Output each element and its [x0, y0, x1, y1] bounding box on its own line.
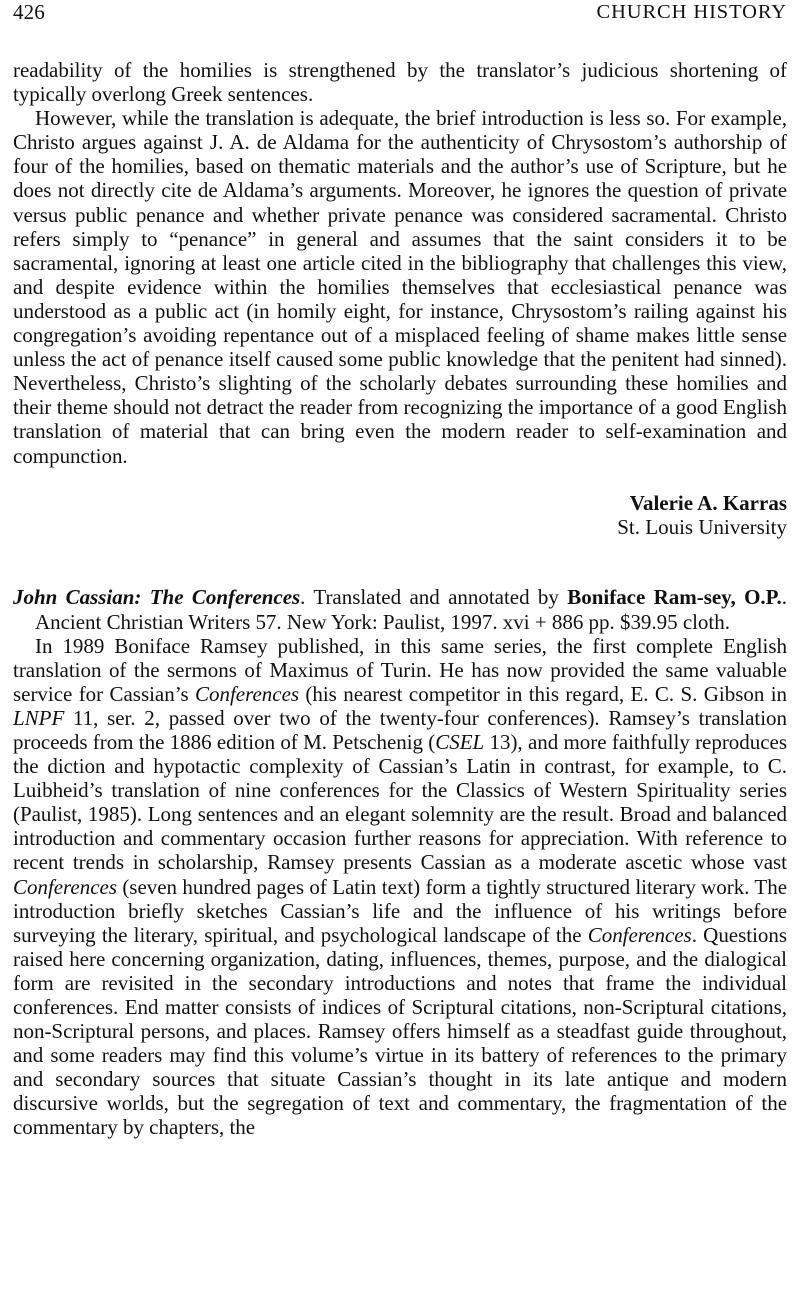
reviewer-signature — [13, 491, 787, 540]
italic-csel: CSEL — [435, 729, 485, 754]
reviewer-affiliation: St. Louis University — [617, 515, 787, 539]
body-segment-3: 11, ser. 2, passed over two of the twenty-four conferences). Ramsey’s translation proceeds from the 1886 edition of M. Petschenig ( — [13, 705, 787, 754]
body-segment-5: (seven hundred pages of Latin text) form a tightly structured literary work. The introduction briefly sketches Cassian’s life and the influence of his writings before surveying the literary, spiritual, and psychological landscape of the — [13, 874, 787, 947]
body-segment-2: (his nearest competitor in this regard, E. C. S. Gibson in — [299, 681, 787, 706]
review-two-paragraph-one — [13, 634, 787, 1140]
italic-conferences-1: Conferences — [195, 681, 300, 706]
running-head — [13, 0, 787, 34]
review-one-body — [13, 58, 787, 468]
review-one-paragraph-two: However, while the translation is adequate, the brief introduction is less so. For example, Christo argues against J. A. de Aldama for the authenticity of Chrysostom’s authorship of four of the homilies, based on thematic materials and the author’s use of Scripture, but he does not directly cite de Aldama’s arguments. Moreover, he ignores the question of private versus public penance and whether private penance was considered sacramental. Christo refers simply to “penance” in general and assumes that the saint considers it to be sacramental, ignoring at least one article cited in the bibliography that challenges this view, and despite evidence within the homilies themselves that ecclesiastical penance was understood as a public act (in homily eight, for instance, Chrysostom’s railing against his congregation’s avoiding repentance out of a misplaced feeling of shame makes little sense unless the act of penance itself caused some public knowledge that the penitent had sinned). Nevertheless, Christo’s slighting of the scholarly debates surrounding these homilies and their theme should not detract the reader from recognizing the importance of a good English translation of material that can bring even the modern reader to self-examination and compunction. — [13, 106, 787, 468]
journal-title: CHURCH HISTORY — [596, 1, 787, 23]
body-segment-4: 13), and more faithfully reproduces the diction and hypotactic complexity of Cassian’s Latin in contrast, for example, to C. Luibheid’s translation of nine conferences for the Classics of Western Spirituality series (Paulist, 1985). Long sentences and an elegant solemnity are the result. Broad and balanced introduction and commentary occasion further reasons for appreciation. With reference to recent trends in scholarship, Ramsey presents Cassian as a moderate ascetic whose vast — [13, 729, 787, 875]
reviewer-name: Valerie A. Karras — [629, 490, 787, 515]
italic-conferences-2: Conferences — [13, 874, 117, 899]
review-two-body — [13, 634, 787, 1140]
review-two-citation — [13, 585, 787, 633]
italic-conferences-3: Conferences — [587, 922, 692, 947]
translated-by-label: . Translated and annotated by — [300, 585, 568, 610]
continued-paragraph: readability of the homilies is strengthened by the translator’s judicious shortening of typically overlong Greek sentences. — [13, 58, 787, 107]
page-number: 426 — [13, 0, 45, 24]
body-segment-1: In 1989 Boniface Ramsey published, in this same series, the first complete English translation of the sermons of Maximus of Turin. He has now provided the same valuable service for Cassian’s — [13, 633, 787, 706]
body-segment-6: . Questions raised here concerning organization, dating, influences, themes, purpose, and the dialogical form are revisited in the secondary introductions and notes that frame the individual conferences. End matter consists of indices of Scriptural citations, non-Scriptural citations, non-Scriptural persons, and places. Ramsey offers himself as a steadfast guide throughout, and some readers may find this volume’s virtue in its battery of references to the primary and secondary sources that situate Cassian’s thought in its late antique and modern discursive worlds, but the segregation of text and commentary, the fragmentation of the commentary by chapters, the — [13, 922, 787, 1140]
book-title: John Cassian: The Conferences — [13, 585, 301, 610]
italic-lnpf: LNPF — [13, 705, 65, 730]
book-author: Boniface Ram-sey, O.P. — [567, 585, 782, 610]
series-and-imprint: . Ancient Christian Writers 57. New York: Paulist, 1997. xvi + 886 pp. $39.95 cloth. — [35, 585, 788, 634]
